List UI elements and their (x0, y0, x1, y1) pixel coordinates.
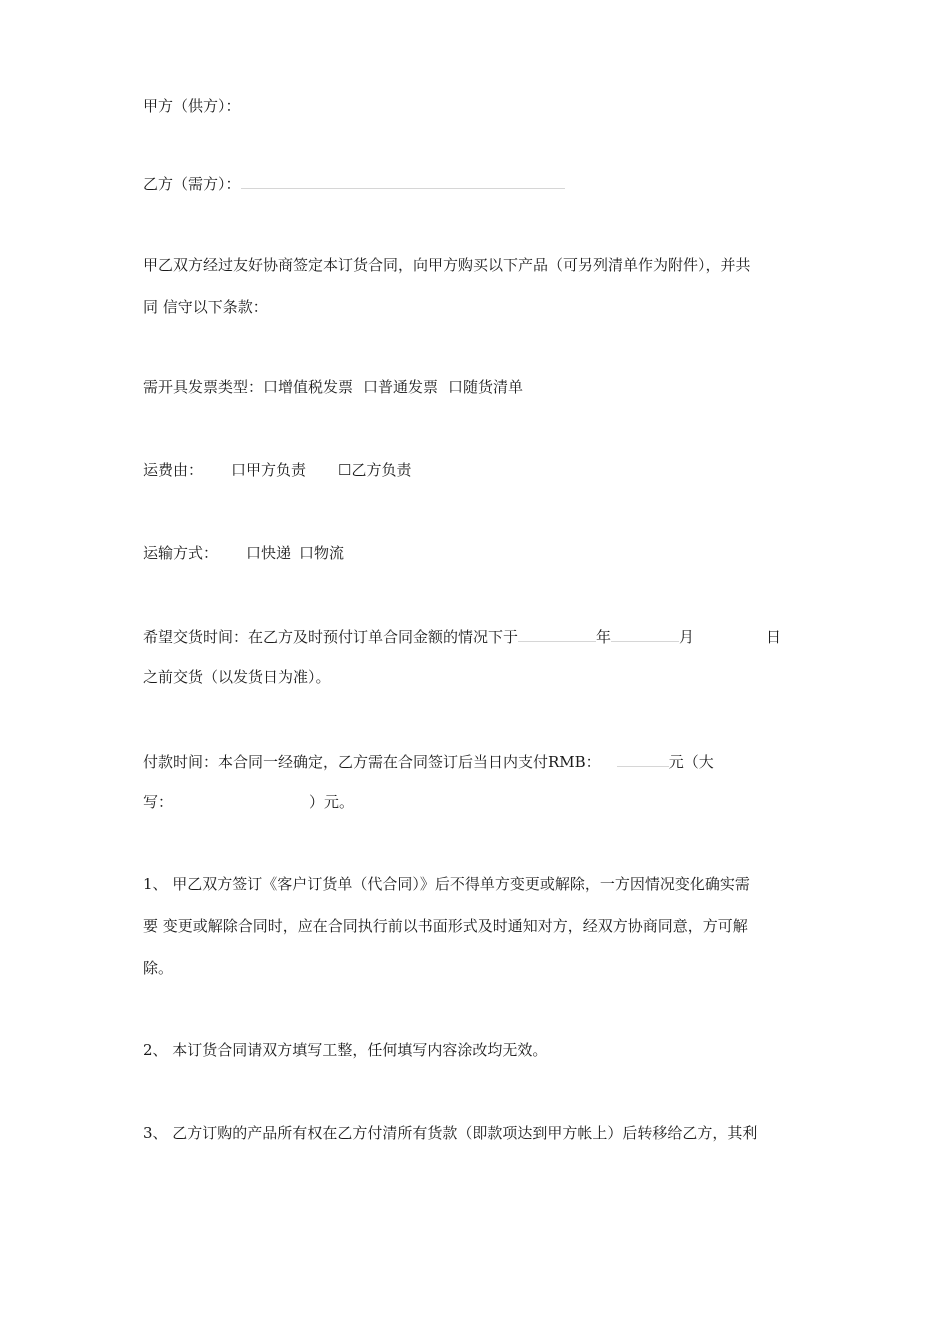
invoice-type-label: 需开具发票类型： (143, 378, 264, 396)
delivery-prefix: 希望交货时间：在乙方及时预付订单合同金额的情况下于 (143, 628, 519, 646)
delivery-line-1 (143, 625, 781, 647)
delivery-year-label: 年 (596, 628, 612, 646)
invoice-option-vat[interactable]: 口增值税发票 (263, 378, 354, 396)
transport-label: 运输方式： (143, 544, 219, 562)
payment-write-label: 写： (143, 793, 174, 811)
payment-suffix: ）元。 (309, 793, 355, 811)
payment-line-1 (143, 750, 714, 772)
transport-line (143, 543, 344, 563)
payment-line-2 (143, 792, 354, 812)
freight-option-party-b[interactable]: ☐乙方负责 (338, 461, 412, 479)
delivery-day-label: 日 (766, 628, 782, 646)
clause-3-line-1: 3、 乙方订购的产品所有权在乙方付清所有货款（即款项达到甲方帐上）后转移给乙方，其利 (143, 1124, 758, 1142)
freight-option-party-a[interactable]: 口甲方负责 (231, 461, 307, 479)
invoice-type-line (143, 377, 523, 397)
transport-option-logistics[interactable]: 口物流 (299, 544, 345, 562)
clause-1-line-1: 1、 甲乙双方签订《客户订货单（代合同）》后不得单方变更或解除，一方因情况变化确实需 (143, 875, 750, 893)
party-b-blank[interactable] (241, 172, 565, 189)
invoice-option-normal[interactable]: 口普通发票 (363, 378, 439, 396)
intro-line-2: 同 信守以下条款： (143, 298, 268, 316)
clause-1-line-2: 要 变更或解除合同时，应在合同执行前以书面形式及时通知对方，经双方协商同意，方可解 (143, 917, 748, 935)
payment-amount-blank[interactable] (617, 750, 669, 767)
party-b-label: 乙方（需方）： (143, 175, 241, 193)
transport-option-express[interactable]: 口快递 (246, 544, 292, 562)
delivery-month-label: 月 (679, 628, 695, 646)
delivery-year-blank[interactable] (518, 625, 596, 642)
invoice-option-packing-list[interactable]: 口随货清单 (448, 378, 524, 396)
party-a-line (143, 96, 241, 116)
payment-prefix: 付款时间：本合同一经确定，乙方需在合同签订后当日内支付RMB： (143, 753, 601, 771)
intro-line-1: 甲乙双方经过友好协商签定本订货合同，向甲方购买以下产品（可另列清单作为附件），并共 (143, 256, 751, 274)
clause-1-line-3: 除。 (143, 959, 174, 977)
delivery-line-2: 之前交货（以发货日为准）。 (143, 668, 331, 686)
clause-2-line-1: 2、 本订货合同请双方填写工整，任何填写内容涂改均无效。 (143, 1041, 548, 1059)
party-a-label: 甲方（供方）： (143, 97, 241, 115)
payment-unit: 元（大 (668, 753, 714, 771)
freight-label: 运费由： (143, 461, 204, 479)
freight-line (143, 460, 411, 480)
party-b-line (143, 172, 565, 194)
delivery-month-blank[interactable] (611, 625, 679, 642)
